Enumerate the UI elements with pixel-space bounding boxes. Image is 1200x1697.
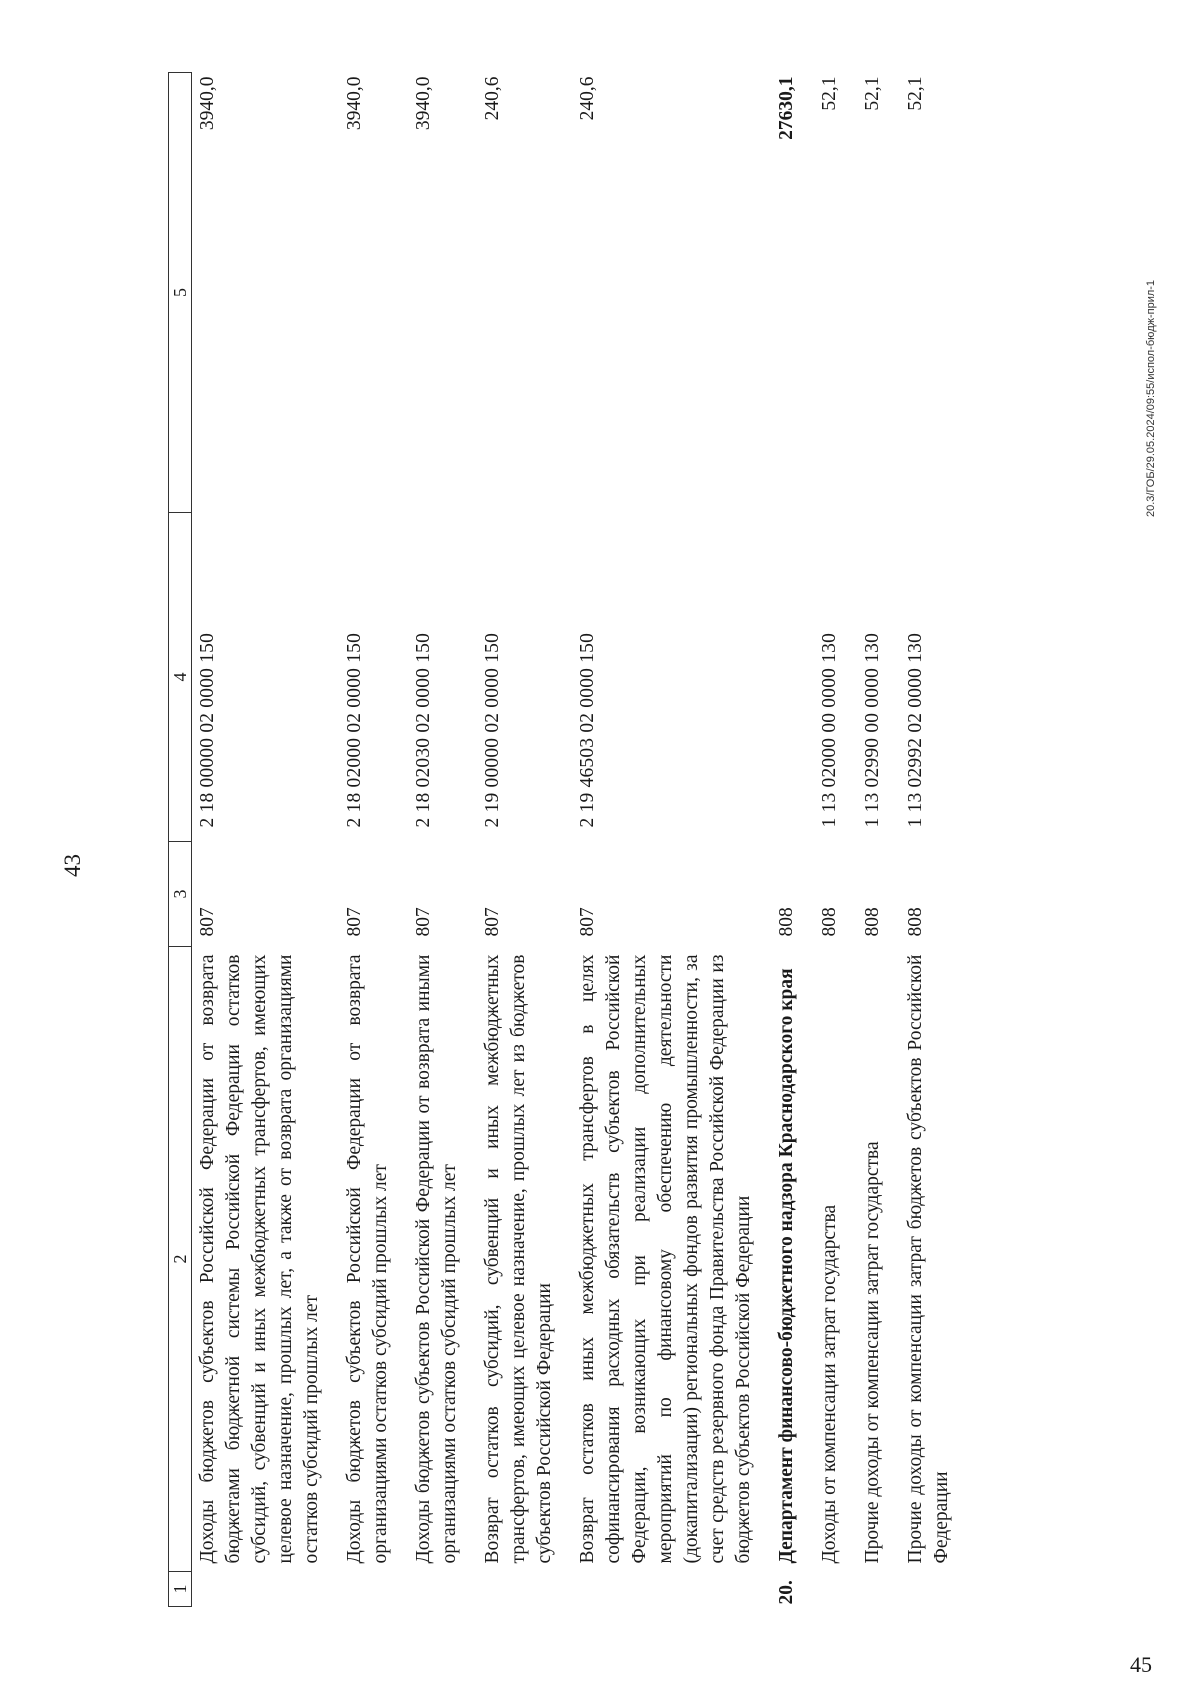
header-col-5: 5 — [169, 73, 192, 513]
table-row — [339, 73, 408, 1607]
row-name: Возврат остатков субсидий, субвенций и иных межбюджетных трансфертов, имеющих целевое назначение, прошлых лет из бюджетов субъектов Российской Федерации — [482, 954, 555, 1564]
table-row — [477, 73, 572, 1607]
row-amount: 27630,1 — [776, 76, 797, 140]
row-number — [408, 1572, 477, 1607]
row-number — [857, 1572, 900, 1607]
row-amount: 240,6 — [577, 76, 598, 121]
header-col-2: 2 — [169, 947, 192, 1572]
row-name: Департамент финансово-бюджетного надзора Краснодарского края — [776, 968, 797, 1564]
row-amount: 3940,0 — [197, 76, 218, 131]
row-number: 20. — [776, 1580, 797, 1605]
row-budget-code: 1 13 02000 00 0000 130 — [819, 632, 840, 828]
row-admin-code: 807 — [413, 907, 434, 937]
table-header-row — [169, 73, 192, 1607]
table-row — [771, 73, 814, 1607]
row-name: Доходы бюджетов субъектов Российской Федерации от возврата бюджетами бюджетной системы Российской Федерации остатков субсидий, субвенций и иных межбюджетных трансфертов, имеющих целевое назначение, прошлых лет, а также от возврата организациями остатков субсидий прошлых лет — [197, 954, 322, 1564]
row-admin-code: 807 — [197, 907, 218, 937]
row-budget-code: 2 19 46503 02 0000 150 — [577, 632, 598, 828]
row-admin-code: 807 — [577, 907, 598, 937]
row-name: Доходы бюджетов субъектов Российской Федерации от возврата иными организациями остатков субсидий прошлых лет — [413, 954, 460, 1564]
income-table — [168, 72, 969, 1607]
footer-doc-code: 20.3/ГОБ/29.05.2024/09:55/испол-бюдж-прил-1 — [1145, 279, 1157, 517]
sheet-number: 45 — [1130, 1652, 1152, 1677]
row-budget-code — [771, 513, 814, 842]
row-number — [900, 1572, 969, 1607]
row-number — [572, 1572, 771, 1607]
row-name: Возврат остатков иных межбюджетных трансфертов в целях софинансирования расходных обязательств субъектов Российской Федерации, возникающих при реализации дополнительных мероприятий по финансовому обеспечению деятельности (докапитализации) региональных фондов развития промышленности, за счет средств резервного фонда Правительства Российской Федерации из бюджетов субъектов Российской Федерации — [577, 954, 754, 1564]
row-name: Прочие доходы от компенсации затрат бюджетов субъектов Российской Федерации — [905, 954, 952, 1564]
row-name: Доходы бюджетов субъектов Российской Федерации от возврата организациями остатков субсидий прошлых лет — [344, 954, 391, 1564]
row-number — [477, 1572, 572, 1607]
row-amount: 240,6 — [482, 76, 503, 121]
row-number — [339, 1572, 408, 1607]
row-amount: 52,1 — [905, 76, 926, 111]
row-budget-code: 1 13 02990 00 0000 130 — [862, 632, 883, 828]
row-amount: 52,1 — [819, 76, 840, 111]
row-budget-code: 2 18 02000 02 0000 150 — [344, 632, 365, 828]
page-number: 43 — [60, 854, 85, 877]
table-row — [857, 73, 900, 1607]
header-col-3: 3 — [169, 842, 192, 947]
row-admin-code: 808 — [862, 907, 883, 937]
table-row — [572, 73, 771, 1607]
row-budget-code: 2 18 02030 02 0000 150 — [413, 632, 434, 828]
row-budget-code: 1 13 02992 02 0000 130 — [905, 632, 926, 828]
row-admin-code: 807 — [344, 907, 365, 937]
row-admin-code: 808 — [819, 907, 840, 937]
row-admin-code: 808 — [776, 907, 797, 937]
table-body — [192, 73, 970, 1607]
row-name: Доходы от компенсации затрат государства — [819, 1204, 840, 1564]
table-row — [900, 73, 969, 1607]
row-budget-code: 2 19 00000 02 0000 150 — [482, 632, 503, 828]
row-budget-code: 2 18 00000 02 0000 150 — [197, 632, 218, 828]
row-admin-code: 808 — [905, 907, 926, 937]
row-number — [192, 1572, 340, 1607]
row-name: Прочие доходы от компенсации затрат государства — [862, 1141, 883, 1564]
row-admin-code: 807 — [482, 907, 503, 937]
income-table-container — [168, 73, 969, 1607]
table-row — [814, 73, 857, 1607]
table-row — [408, 73, 477, 1607]
row-amount: 3940,0 — [344, 76, 365, 131]
header-col-1: 1 — [169, 1572, 192, 1607]
row-amount: 3940,0 — [413, 76, 434, 131]
row-amount: 52,1 — [862, 76, 883, 111]
header-col-4: 4 — [169, 513, 192, 842]
table-row — [192, 73, 340, 1607]
row-number — [814, 1572, 857, 1607]
